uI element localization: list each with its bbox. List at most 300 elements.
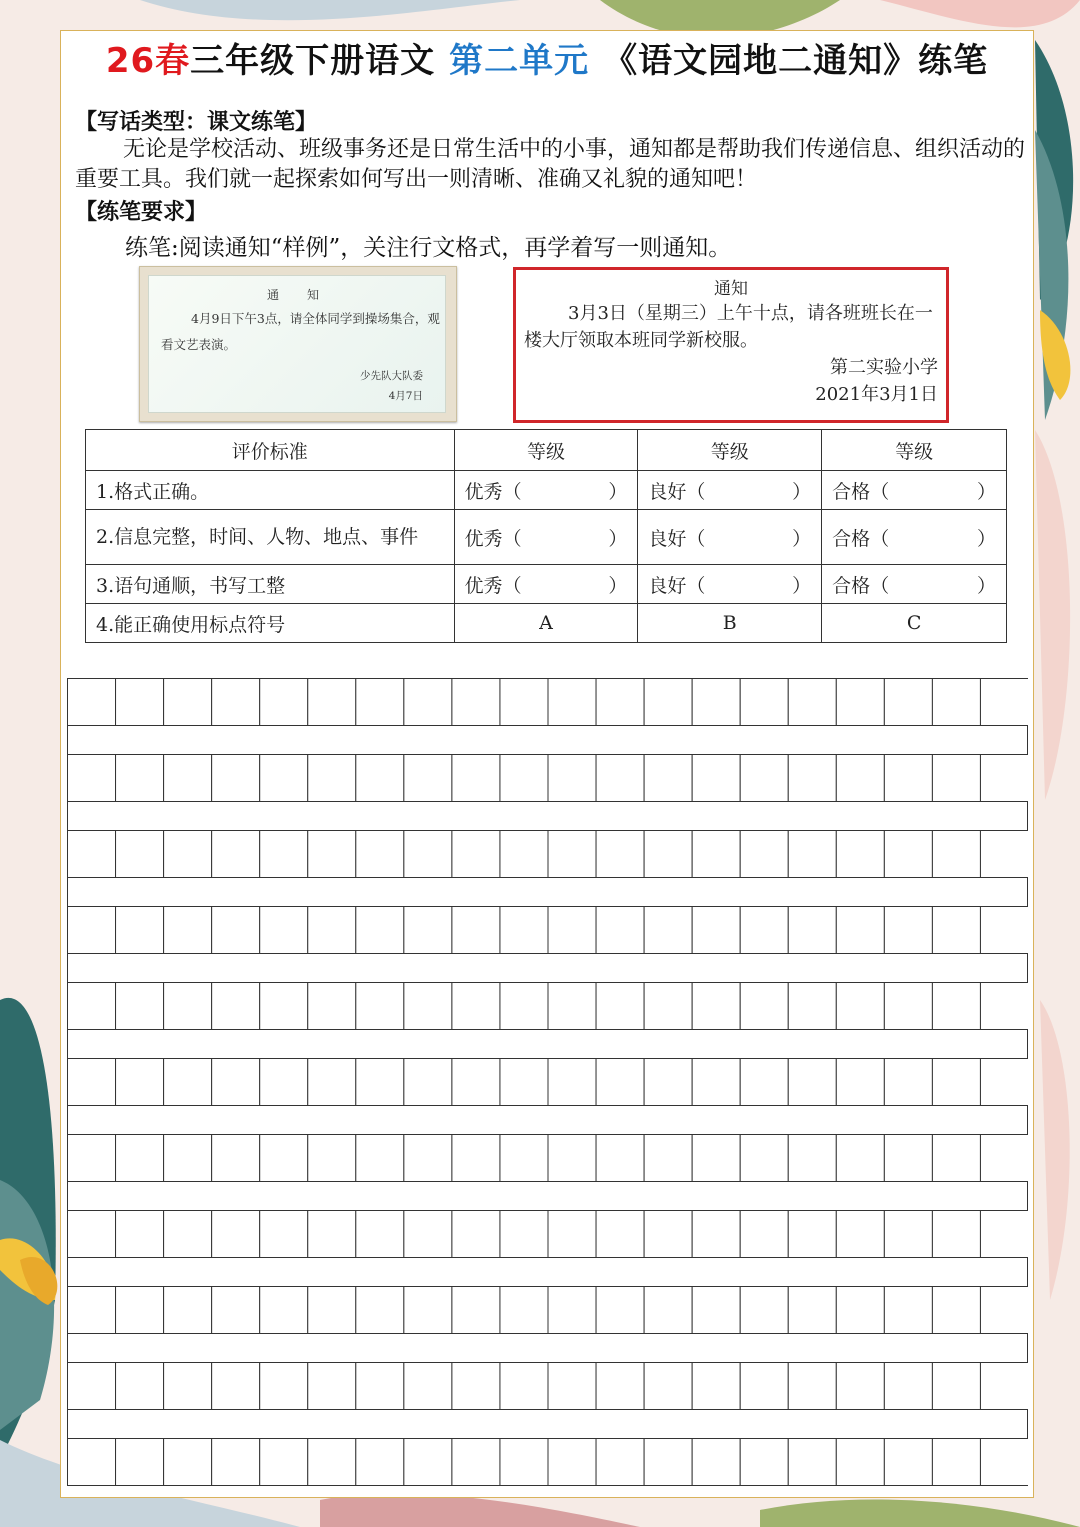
grid-cell[interactable] [836, 1211, 884, 1258]
grid-row[interactable] [68, 679, 1029, 755]
example-notice-signer: 第二实验小学 [830, 357, 938, 378]
grid-row[interactable] [68, 1439, 1029, 1486]
grid-cell[interactable] [596, 907, 644, 954]
sample-notice-body: 4月9日下午3点，请全体同学到操场集合，观看文艺表演。 [161, 311, 440, 352]
grid-row[interactable] [68, 1211, 1029, 1287]
grid-cell[interactable] [644, 1363, 692, 1410]
grid-cell[interactable] [980, 907, 1028, 954]
grid-cell[interactable] [164, 679, 212, 726]
open-paren: （ [686, 574, 706, 597]
grid-cell[interactable] [68, 1363, 116, 1410]
grid-cell[interactable] [260, 983, 308, 1030]
grid-cell[interactable] [308, 907, 356, 954]
grade-cell[interactable] [454, 510, 638, 565]
grid-cell[interactable] [596, 755, 644, 802]
grid-cell[interactable] [932, 907, 980, 954]
example-notice-signature [815, 354, 938, 408]
grade-label: 优秀 [464, 574, 503, 597]
grid-cell[interactable] [788, 1135, 836, 1182]
grid-cell[interactable] [356, 1287, 404, 1334]
grid-cell[interactable] [260, 907, 308, 954]
grade-label: 良好 [648, 574, 687, 597]
grid-spacer [68, 802, 1028, 831]
grid-cell[interactable] [212, 831, 260, 878]
grid-cell[interactable] [356, 1211, 404, 1258]
grid-cell[interactable] [164, 983, 212, 1030]
grade-label: 良好 [648, 480, 687, 503]
grid-cell[interactable] [596, 1363, 644, 1410]
grid-cell[interactable] [980, 1059, 1028, 1106]
grid-cell[interactable] [212, 679, 260, 726]
worksheet [60, 30, 1034, 1498]
grid-cell[interactable] [212, 1363, 260, 1410]
grid-cell[interactable] [164, 1059, 212, 1106]
grid-cell[interactable] [404, 1135, 452, 1182]
writing-grid[interactable] [67, 678, 1028, 1490]
grid-cell[interactable] [500, 755, 548, 802]
grid-cell[interactable] [404, 1287, 452, 1334]
grid-cell[interactable] [404, 907, 452, 954]
grid-cell[interactable] [68, 983, 116, 1030]
grid-cell[interactable] [884, 907, 932, 954]
table-row [86, 471, 1007, 510]
example-notice-date: 2021年3月1日 [815, 384, 938, 405]
sample-notice-image [139, 266, 457, 422]
grid-cell[interactable] [740, 1059, 788, 1106]
grid-cell[interactable] [452, 1059, 500, 1106]
grid-cell[interactable] [596, 1059, 644, 1106]
grid-cell[interactable] [644, 1211, 692, 1258]
grid-cell[interactable] [260, 679, 308, 726]
grid-cell[interactable] [212, 755, 260, 802]
grid-cell[interactable] [740, 1363, 788, 1410]
grid-cell[interactable] [644, 1439, 692, 1486]
grid-cell[interactable] [212, 907, 260, 954]
grid-row[interactable] [68, 1363, 1029, 1439]
grid-row[interactable] [68, 831, 1029, 907]
grid-cell[interactable] [356, 831, 404, 878]
grid-spacer [68, 726, 1028, 755]
grid-cell[interactable] [692, 1363, 740, 1410]
grid-cell[interactable] [308, 1211, 356, 1258]
grid-cell[interactable] [164, 1211, 212, 1258]
table-row [86, 510, 1007, 565]
grid-cell[interactable] [308, 831, 356, 878]
grid-cell[interactable] [356, 755, 404, 802]
grid-cell[interactable] [692, 983, 740, 1030]
sample-notice-signature [360, 366, 423, 406]
grade-cell[interactable] [822, 510, 1007, 565]
grid-cell[interactable] [212, 1211, 260, 1258]
grid-cell[interactable] [68, 1211, 116, 1258]
criterion-cell: 1.格式正确。 [86, 471, 455, 510]
grid-cell[interactable] [116, 831, 164, 878]
grid-cell[interactable] [404, 1363, 452, 1410]
grid-cell[interactable] [116, 1287, 164, 1334]
grid-spacer [68, 1258, 1028, 1287]
grid-cell[interactable] [692, 755, 740, 802]
grid-cell[interactable] [308, 679, 356, 726]
grid-cell[interactable] [980, 1363, 1028, 1410]
grid-cell[interactable] [740, 983, 788, 1030]
grid-cell[interactable] [500, 907, 548, 954]
open-paren: （ [870, 527, 890, 550]
grade-cell[interactable] [638, 510, 822, 565]
grid-cell[interactable] [212, 1287, 260, 1334]
grid-spacer [68, 1106, 1028, 1135]
grid-cell[interactable] [932, 831, 980, 878]
grid-cell[interactable] [740, 679, 788, 726]
grid-cell[interactable] [644, 679, 692, 726]
grid-cell[interactable] [452, 679, 500, 726]
grid-cell[interactable] [836, 679, 884, 726]
grid-cell[interactable] [884, 1059, 932, 1106]
grade-letter-cell: C [822, 604, 1007, 643]
grade-cell[interactable] [454, 471, 638, 510]
grid-cell[interactable] [68, 907, 116, 954]
grid-spacer [68, 1030, 1028, 1059]
grid-cell[interactable] [212, 1135, 260, 1182]
grid-cell[interactable] [452, 1211, 500, 1258]
grade-cell[interactable] [638, 471, 822, 510]
sample-notice-card [148, 275, 446, 413]
grid-cell[interactable] [356, 1363, 404, 1410]
grid-cell[interactable] [260, 1135, 308, 1182]
grid-cell[interactable] [500, 1135, 548, 1182]
grid-row[interactable] [68, 755, 1029, 831]
grid-cell[interactable] [884, 1363, 932, 1410]
grid-cell[interactable] [452, 983, 500, 1030]
grid-cell[interactable] [452, 1439, 500, 1486]
grid-cell[interactable] [548, 1059, 596, 1106]
grid-cell[interactable] [980, 1439, 1028, 1486]
close-paren: ） [792, 480, 812, 503]
grid-cell[interactable] [836, 907, 884, 954]
grid-cell[interactable] [68, 1059, 116, 1106]
grid-cell[interactable] [500, 983, 548, 1030]
grid-cell[interactable] [548, 1439, 596, 1486]
grid-cell[interactable] [596, 983, 644, 1030]
table-header-criteria: 评价标准 [86, 430, 455, 471]
grid-cell[interactable] [548, 1287, 596, 1334]
grid-row[interactable] [68, 983, 1029, 1059]
example-notice-body: 3月3日（星期三）上午十点，请各班班长在一楼大厅领取本班同学新校服。 [524, 303, 933, 351]
grid-cell[interactable] [260, 1363, 308, 1410]
grid-cell[interactable] [740, 831, 788, 878]
grid-cell[interactable] [596, 1135, 644, 1182]
grid-cell[interactable] [884, 983, 932, 1030]
grid-cell[interactable] [980, 983, 1028, 1030]
grid-cell[interactable] [788, 983, 836, 1030]
open-paren: （ [870, 574, 890, 597]
grid-cell[interactable] [788, 1059, 836, 1106]
grid-cell[interactable] [500, 831, 548, 878]
grid-cell[interactable] [788, 1439, 836, 1486]
grid-cell[interactable] [740, 1439, 788, 1486]
grid-cell[interactable] [164, 1135, 212, 1182]
grid-cell[interactable] [548, 983, 596, 1030]
grid-cell[interactable] [644, 755, 692, 802]
close-paren: ） [608, 527, 628, 550]
grid-cell[interactable] [308, 755, 356, 802]
grid-cell[interactable] [596, 679, 644, 726]
grid-cell[interactable] [356, 907, 404, 954]
grid-cell[interactable] [692, 907, 740, 954]
grid-cell[interactable] [500, 1287, 548, 1334]
grid-cell[interactable] [260, 1287, 308, 1334]
grid-spacer [68, 954, 1028, 983]
grid-cell[interactable] [692, 1439, 740, 1486]
grid-row[interactable] [68, 1135, 1029, 1211]
requirement-label: 【练笔要求】 [75, 200, 208, 225]
grid-cell[interactable] [836, 1363, 884, 1410]
grid-cell[interactable] [788, 679, 836, 726]
grid-cell[interactable] [452, 907, 500, 954]
grid-cell[interactable] [932, 983, 980, 1030]
grid-cell[interactable] [260, 831, 308, 878]
close-paren: ） [976, 527, 996, 550]
grid-cell[interactable] [980, 831, 1028, 878]
grid-cell[interactable] [596, 1211, 644, 1258]
grid-cell[interactable] [932, 755, 980, 802]
grid-cell[interactable] [116, 1135, 164, 1182]
grid-cell[interactable] [500, 1439, 548, 1486]
grid-cell[interactable] [116, 1363, 164, 1410]
grid-cell[interactable] [740, 1211, 788, 1258]
intro-paragraph: 无论是学校活动、班级事务还是日常生活中的小事，通知都是帮助我们传递信息、组织活动的重要工具。我们就一起探索如何写出一则清晰、准确又礼貌的通知吧！ [75, 137, 1026, 192]
grid-spacer [68, 1410, 1028, 1439]
grid-cell[interactable] [692, 679, 740, 726]
grid-cell[interactable] [980, 1135, 1028, 1182]
grid-cell[interactable] [644, 1287, 692, 1334]
open-paren: （ [502, 574, 522, 597]
grid-cell[interactable] [68, 679, 116, 726]
example-notice-box [513, 267, 949, 423]
grid-cell[interactable] [836, 1439, 884, 1486]
grid-cell[interactable] [548, 679, 596, 726]
grade-cell[interactable] [822, 471, 1007, 510]
grid-cell[interactable] [740, 907, 788, 954]
close-paren: ） [792, 574, 812, 597]
grid-cell[interactable] [308, 1135, 356, 1182]
grid-cell[interactable] [836, 1135, 884, 1182]
page-title [61, 33, 1033, 82]
grid-cell[interactable] [452, 1135, 500, 1182]
grid-cell[interactable] [644, 1059, 692, 1106]
grid-cell[interactable] [308, 983, 356, 1030]
table-row [86, 604, 1007, 643]
grid-cell[interactable] [692, 1287, 740, 1334]
grid-cell[interactable] [932, 1135, 980, 1182]
grid-cell[interactable] [932, 1363, 980, 1410]
grid-cell[interactable] [980, 755, 1028, 802]
grid-cell[interactable] [740, 1135, 788, 1182]
grid-cell[interactable] [836, 983, 884, 1030]
grid-cell[interactable] [164, 1363, 212, 1410]
grid-cell[interactable] [980, 1211, 1028, 1258]
grid-cell[interactable] [548, 831, 596, 878]
grid-cell[interactable] [788, 755, 836, 802]
grade-letter-cell: B [638, 604, 822, 643]
grid-cell[interactable] [404, 755, 452, 802]
grid-cell[interactable] [356, 1059, 404, 1106]
grid-cell[interactable] [596, 831, 644, 878]
grid-cell[interactable] [884, 1287, 932, 1334]
grid-cell[interactable] [116, 1211, 164, 1258]
open-paren: （ [686, 480, 706, 503]
grid-row[interactable] [68, 1059, 1029, 1135]
grid-cell[interactable] [932, 1287, 980, 1334]
grid-cell[interactable] [884, 1211, 932, 1258]
grid-cell[interactable] [548, 1363, 596, 1410]
grid-cell[interactable] [788, 1287, 836, 1334]
grid-cell[interactable] [260, 1059, 308, 1106]
writing-type-label: 【写话类型：课文练笔】 [75, 110, 318, 135]
grid-cell[interactable] [932, 1211, 980, 1258]
grid-cell[interactable] [788, 1363, 836, 1410]
sample-notice-signer: 少先队大队委 [360, 370, 423, 382]
grid-cell[interactable] [980, 1287, 1028, 1334]
grid-cell[interactable] [356, 679, 404, 726]
title-topic: 《语文园地二通知》练笔 [603, 41, 989, 81]
grid-cell[interactable] [932, 1059, 980, 1106]
grid-cell[interactable] [116, 1059, 164, 1106]
grid-cell[interactable] [884, 831, 932, 878]
grid-cell[interactable] [404, 1059, 452, 1106]
grid-row[interactable] [68, 1287, 1029, 1363]
open-paren: （ [502, 480, 522, 503]
grid-cell[interactable] [452, 1287, 500, 1334]
grid-cell[interactable] [788, 1211, 836, 1258]
grid-cell[interactable] [68, 1135, 116, 1182]
grid-cell[interactable] [404, 1439, 452, 1486]
grid-cell[interactable] [164, 1439, 212, 1486]
grid-cell[interactable] [116, 907, 164, 954]
close-paren: ） [976, 480, 996, 503]
grid-cell[interactable] [116, 679, 164, 726]
grid-cell[interactable] [692, 1135, 740, 1182]
grid-spacer [68, 878, 1028, 907]
grid-cell[interactable] [164, 907, 212, 954]
grid-cell[interactable] [836, 755, 884, 802]
grade-cell[interactable] [638, 565, 822, 604]
table-row [86, 565, 1007, 604]
grid-cell[interactable] [644, 1135, 692, 1182]
sample-notice-title: 通 知 [266, 288, 327, 302]
grid-spacer [68, 1182, 1028, 1211]
grid-cell[interactable] [164, 755, 212, 802]
grade-cell[interactable] [454, 565, 638, 604]
grade-label: 优秀 [464, 527, 503, 550]
grid-cell[interactable] [260, 1211, 308, 1258]
grade-cell[interactable] [822, 565, 1007, 604]
grid-cell[interactable] [692, 1211, 740, 1258]
grid-cell[interactable] [644, 907, 692, 954]
grid-cell[interactable] [596, 1439, 644, 1486]
grid-cell[interactable] [212, 1059, 260, 1106]
grid-cell[interactable] [452, 831, 500, 878]
close-paren: ） [792, 527, 812, 550]
grid-cell[interactable] [164, 831, 212, 878]
grid-cell[interactable] [308, 1059, 356, 1106]
grid-cell[interactable] [980, 679, 1028, 726]
grid-cell[interactable] [404, 679, 452, 726]
grid-cell[interactable] [308, 1439, 356, 1486]
grid-cell[interactable] [692, 1059, 740, 1106]
grid-cell[interactable] [884, 1135, 932, 1182]
grid-cell[interactable] [116, 755, 164, 802]
grid-cell[interactable] [404, 831, 452, 878]
grid-cell[interactable] [116, 983, 164, 1030]
grid-cell[interactable] [500, 1211, 548, 1258]
grid-cell[interactable] [356, 983, 404, 1030]
criterion-cell: 2.信息完整，时间、人物、地点、事件 [86, 510, 455, 565]
grid-cell[interactable] [644, 983, 692, 1030]
grid-cell[interactable] [932, 679, 980, 726]
grid-cell[interactable] [788, 831, 836, 878]
grid-cell[interactable] [500, 1363, 548, 1410]
grid-cell[interactable] [308, 1363, 356, 1410]
grid-cell[interactable] [836, 1287, 884, 1334]
grid-cell[interactable] [68, 1287, 116, 1334]
grid-cell[interactable] [884, 679, 932, 726]
grid-cell[interactable] [692, 831, 740, 878]
grid-cell[interactable] [548, 907, 596, 954]
grid-cell[interactable] [596, 1287, 644, 1334]
grid-cell[interactable] [548, 1135, 596, 1182]
sample-notice-date: 4月7日 [388, 390, 423, 402]
grid-cell[interactable] [68, 831, 116, 878]
grid-cell[interactable] [740, 1287, 788, 1334]
title-term: 26春 [105, 41, 191, 81]
grid-cell[interactable] [836, 1059, 884, 1106]
grid-cell[interactable] [356, 1439, 404, 1486]
grid-cell[interactable] [68, 1439, 116, 1486]
grid-cell[interactable] [932, 1439, 980, 1486]
grid-cell[interactable] [644, 831, 692, 878]
grid-cell[interactable] [260, 755, 308, 802]
grid-cell[interactable] [68, 755, 116, 802]
grid-cell[interactable] [404, 1211, 452, 1258]
grid-cell[interactable] [500, 679, 548, 726]
grid-row[interactable] [68, 907, 1029, 983]
grid-cell[interactable] [212, 1439, 260, 1486]
grid-cell[interactable] [356, 1135, 404, 1182]
grid-cell[interactable] [788, 907, 836, 954]
grid-cell[interactable] [884, 755, 932, 802]
title-grade: 三年级下册语文 [190, 41, 436, 81]
open-paren: （ [870, 480, 890, 503]
grid-cell[interactable] [884, 1439, 932, 1486]
example-notice-title: 通知 [714, 279, 748, 299]
grid-cell[interactable] [212, 983, 260, 1030]
table-header-level: 等级 [454, 430, 638, 471]
grid-cell[interactable] [404, 983, 452, 1030]
grid-cell[interactable] [164, 1287, 212, 1334]
grid-cell[interactable] [548, 755, 596, 802]
writing-grid-svg[interactable] [67, 678, 1028, 1490]
grid-cell[interactable] [308, 1287, 356, 1334]
grid-cell[interactable] [452, 1363, 500, 1410]
grid-cell[interactable] [116, 1439, 164, 1486]
grid-cell[interactable] [740, 755, 788, 802]
grid-cell[interactable] [836, 831, 884, 878]
grade-label: 合格 [832, 527, 871, 550]
grid-cell[interactable] [500, 1059, 548, 1106]
grid-cell[interactable] [260, 1439, 308, 1486]
grid-cell[interactable] [452, 755, 500, 802]
grid-cell[interactable] [548, 1211, 596, 1258]
